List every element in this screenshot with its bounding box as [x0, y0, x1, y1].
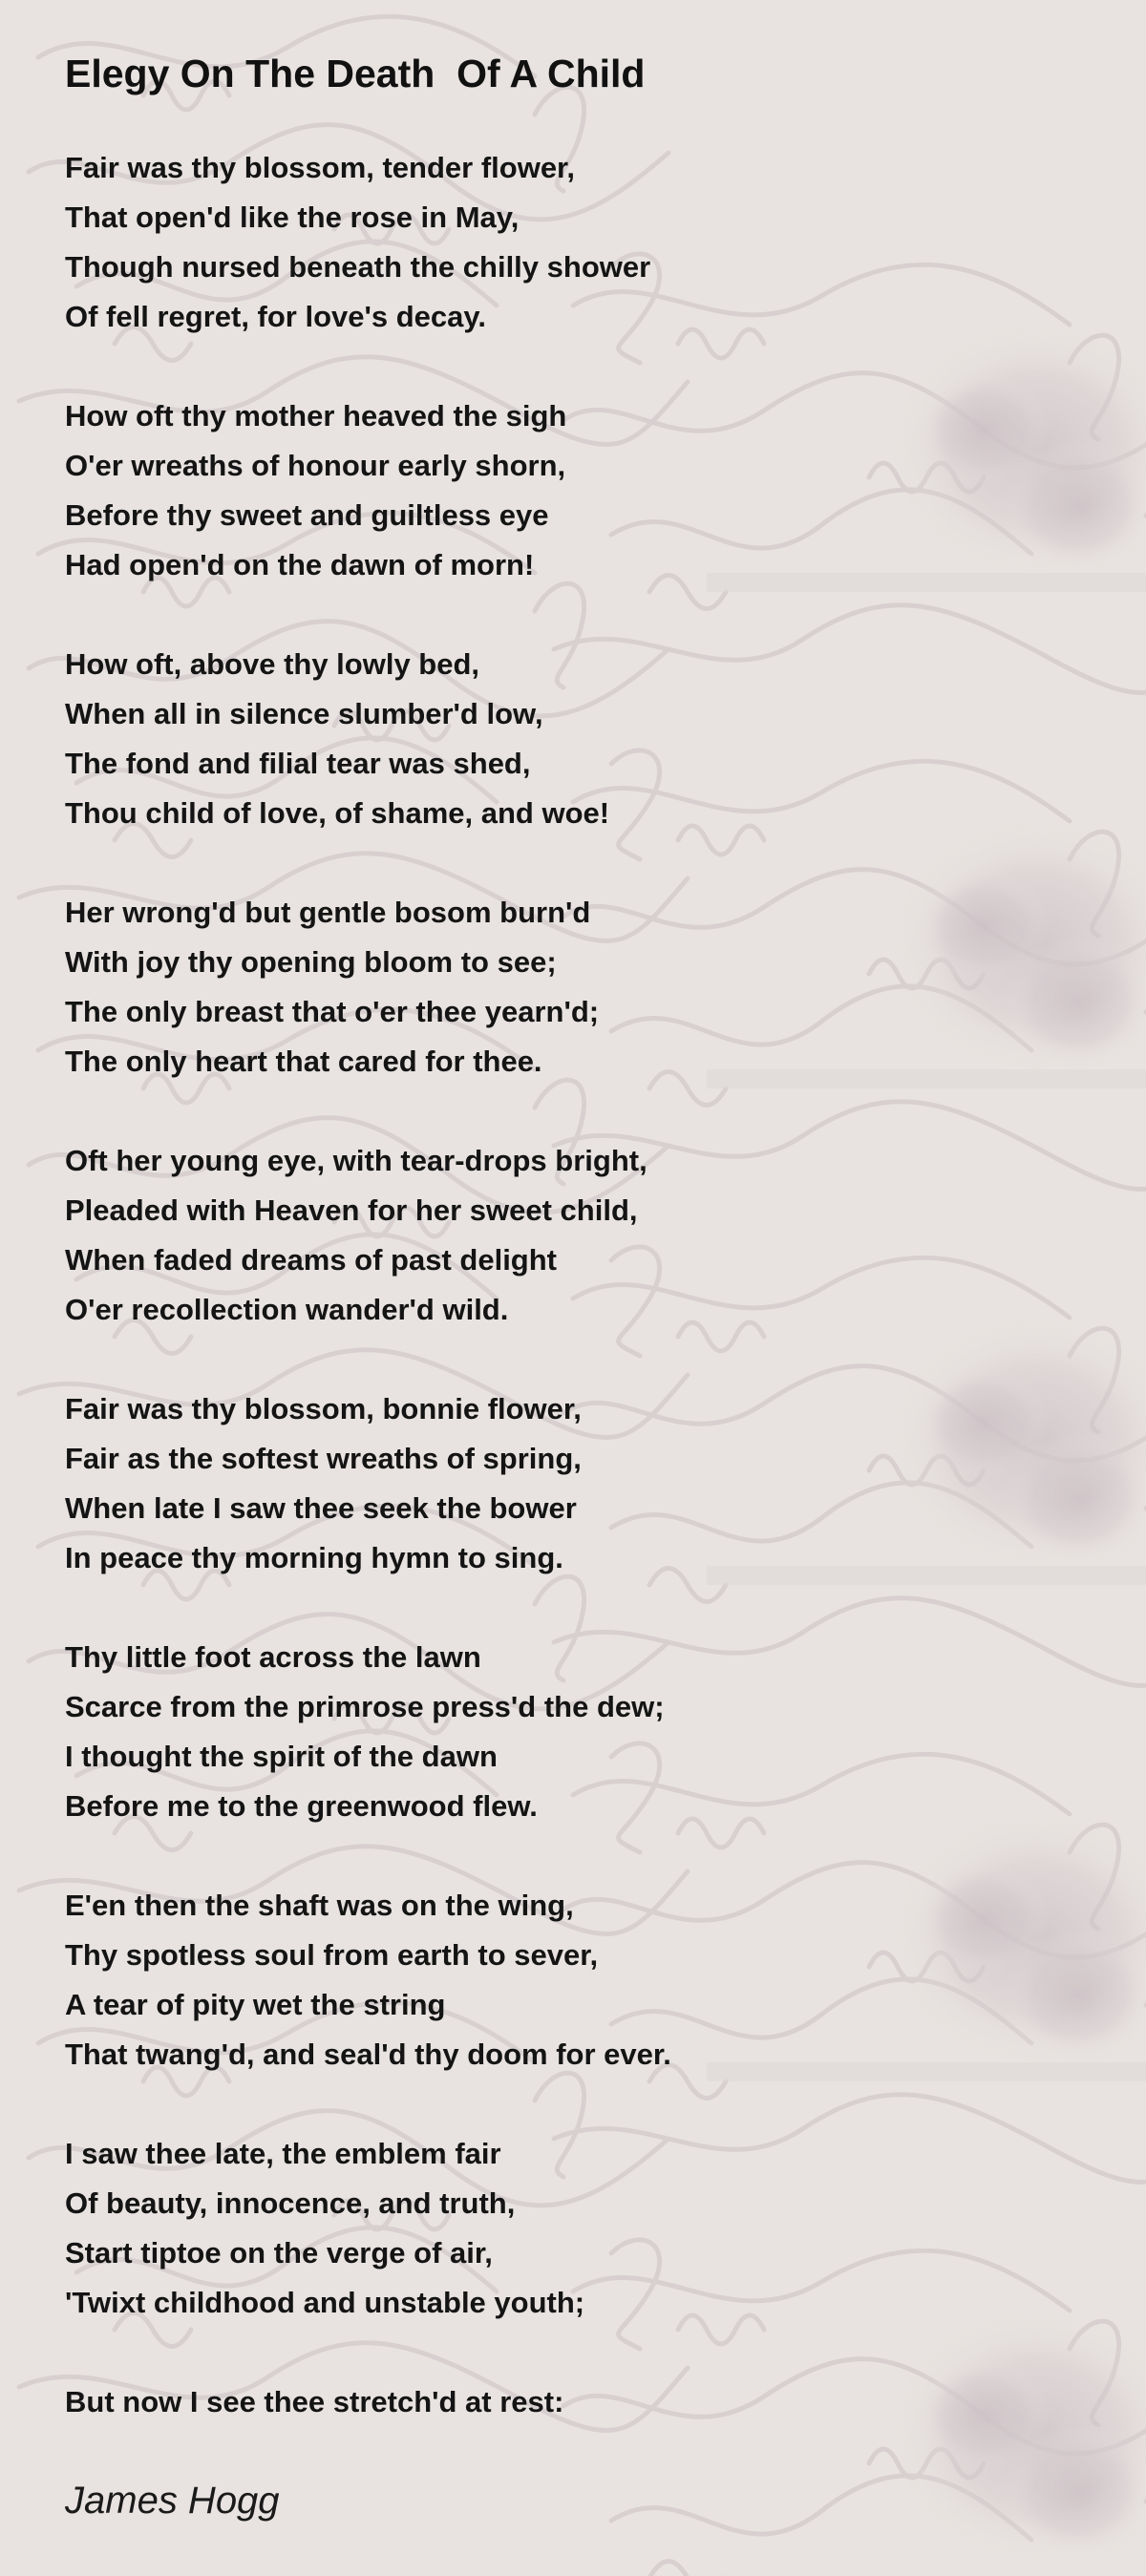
stanza	[65, 2129, 671, 2328]
poem-line: Fair was thy blossom, tender flower,	[65, 151, 576, 184]
stanza	[65, 1136, 671, 1335]
poem-line: When all in silence slumber'd low,	[65, 697, 543, 730]
poem-line: How oft thy mother heaved the sigh	[65, 399, 567, 433]
stanza	[65, 391, 671, 590]
stanza	[65, 1384, 671, 1583]
stanza	[65, 2377, 671, 2427]
poem-line: I thought the spirit of the dawn	[65, 1740, 498, 1773]
poem-line: The only heart that cared for thee.	[65, 1045, 542, 1078]
poem-line: Pleaded with Heaven for her sweet child,	[65, 1193, 638, 1227]
poem-line: With joy thy opening bloom to see;	[65, 945, 557, 979]
poem-line: When faded dreams of past delight	[65, 1243, 557, 1277]
poem-line: How oft, above thy lowly bed,	[65, 647, 480, 681]
poem-line: Before me to the greenwood flew.	[65, 1789, 538, 1823]
poem-line: 'Twixt childhood and unstable youth;	[65, 2286, 585, 2319]
poem-line: Fair as the softest wreaths of spring,	[65, 1442, 582, 1475]
poem-line: The fond and filial tear was shed,	[65, 747, 531, 780]
poem-line: Start tiptoe on the verge of air,	[65, 2236, 493, 2270]
poem-line: The only breast that o'er thee yearn'd;	[65, 995, 600, 1028]
poem-line: That twang'd, and seal'd thy doom for ever.	[65, 2038, 671, 2071]
poem-line: Fair was thy blossom, bonnie flower,	[65, 1392, 582, 1425]
poem-line: But now I see thee stretch'd at rest:	[65, 2385, 564, 2418]
poem-line: Thy little foot across the lawn	[65, 1640, 481, 1674]
poem-line: Of beauty, innocence, and truth,	[65, 2186, 516, 2220]
poem-line: Scarce from the primrose press'd the dew;	[65, 1690, 665, 1723]
stanza	[65, 888, 671, 1087]
poem-line: Her wrong'd but gentle bosom burn'd	[65, 896, 591, 929]
poem-line: Thou child of love, of shame, and woe!	[65, 796, 610, 830]
poem-line: A tear of pity wet the string	[65, 1988, 446, 2021]
poem-line: E'en then the shaft was on the wing,	[65, 1889, 574, 1922]
poem-line: Of fell regret, for love's decay.	[65, 300, 486, 333]
poem-line: Oft her young eye, with tear-drops bright,	[65, 1144, 647, 1177]
stanza	[65, 640, 671, 838]
poem-line: Thy spotless soul from earth to sever,	[65, 1938, 599, 1972]
poem-line: When late I saw thee seek the bower	[65, 1491, 577, 1525]
poem-title: Elegy On The Death Of A Child	[65, 52, 646, 95]
poem-line: O'er recollection wander'd wild.	[65, 1293, 509, 1326]
poem-line: That open'd like the rose in May,	[65, 201, 520, 234]
poem-author: James Hogg	[65, 2480, 280, 2522]
stanza	[65, 1881, 671, 2080]
poem-line: Though nursed beneath the chilly shower	[65, 250, 651, 284]
poem-line: I saw thee late, the emblem fair	[65, 2137, 501, 2170]
poem-line: In peace thy morning hymn to sing.	[65, 1541, 563, 1574]
stanza	[65, 1633, 671, 1831]
stanza	[65, 143, 671, 342]
poem-line: Had open'd on the dawn of morn!	[65, 548, 535, 581]
poem-body	[65, 143, 671, 2477]
poem-line: Before thy sweet and guiltless eye	[65, 498, 549, 532]
poem-line: O'er wreaths of honour early shorn,	[65, 449, 566, 482]
